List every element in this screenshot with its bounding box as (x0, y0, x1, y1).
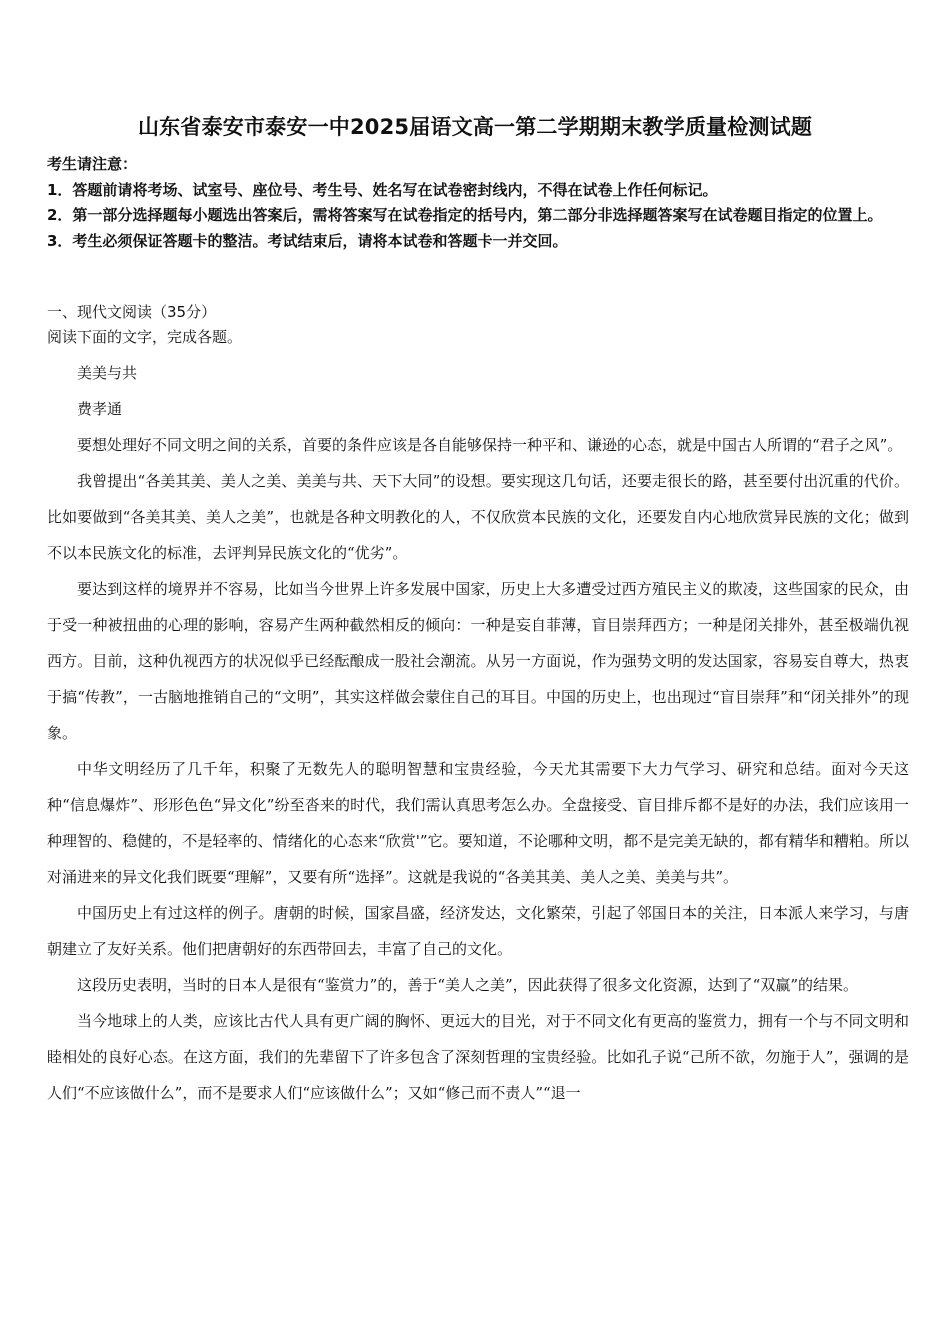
notice-item-3: 3．考生必须保证答题卡的整洁。考试结束后，请将本试卷和答题卡一并交回。 (47, 231, 568, 250)
section-heading: 一、现代文阅读（35分） (47, 303, 217, 321)
article-paragraph: 这段历史表明，当时的日本人是很有“鉴赏力”的，善于“美人之美”，因此获得了很多文化资源，达到了“双赢”的结果。 (77, 976, 859, 994)
page-title: 山东省泰安市泰安一中2025届语文高一第二学期期末教学质量检测试题 (137, 115, 813, 139)
article-paragraph: 当今地球上的人类，应该比古代人具有更广阔的胸怀、更远大的目光，对于不同文化有更高的鉴赏力，拥有一个与不同文明和睦相处的良好心态。在这方面，我们的先辈留下了许多包含了深刻哲理的宝贵经验。比如孔子说“己所不欲，勿施于人”，强调的是人们“不应该做什么”，而不是要求人们“应该做什么”；又如“修己而不责人”“退一 (47, 1012, 909, 1102)
section-instruction: 阅读下面的文字，完成各题。 (47, 328, 243, 346)
exam-notice (47, 152, 903, 254)
article-title: 美美与共 (77, 364, 138, 382)
article-paragraph: 中国历史上有过这样的例子。唐朝的时候，国家昌盛，经济发达，文化繁荣，引起了邻国日本的关注，日本派人来学习，与唐朝建立了友好关系。他们把唐朝好的东西带回去，丰富了自己的文化。 (47, 904, 909, 958)
notice-item-1: 1．答题前请将考场、试室号、座位号、考生号、姓名写在试卷密封线内，不得在试卷上作任何标记。 (47, 180, 718, 199)
article-paragraph: 要想处理好不同文明之间的关系，首要的条件应该是各自能够保持一种平和、谦逊的心态，就是中国古人所谓的“君子之风”。 (77, 436, 903, 454)
article-paragraph: 要达到这样的境界并不容易，比如当今世界上许多发展中国家，历史上大多遭受过西方殖民主义的欺凌，这些国家的民众，由于受一种被扭曲的心理的影响，容易产生两种截然相反的倾向：一种是妄自菲薄，盲目崇拜西方；一种是闭关排外，甚至极端仇视西方。目前，这种仇视西方的状况似乎已经酝酿成一股社会潮流。从另一方面说，作为强势文明的发达国家，容易妄自尊大，热衷于搞“传教”，一古脑地推销自己的“文明”，其实这样做会蒙住自己的耳目。中国的历史上，也出现过“盲目崇拜”和“闭关排外”的现象。 (47, 580, 909, 742)
article-paragraph: 中华文明经历了几千年，积聚了无数先人的聪明智慧和宝贵经验，今天尤其需要下大力气学习、研究和总结。面对今天这种“信息爆炸”、形形色色“异文化”纷至沓来的时代，我们需认真思考怎么办。全盘接受、盲目排斥都不是好的办法，我们应该用一种理智的、稳健的，不是轻率的、情绪化的心态来“欣赏'”它。要知道，不论哪种文明，都不是完美无缺的，都有精华和糟粕。所以对涌进来的异文化我们既要“理解”，又要有所“选择”。这就是我说的“各美其美、美人之美、美美与共”。 (47, 760, 909, 886)
reading-passage (47, 355, 909, 1111)
notice-item-2: 2．第一部分选择题每小题选出答案后，需将答案写在试卷指定的括号内，第二部分非选择题答案写在试卷题目指定的位置上。 (47, 206, 883, 224)
article-author: 费孝通 (77, 400, 123, 418)
notice-heading: 考生请注意： (47, 155, 138, 173)
section-header (47, 300, 903, 350)
article-paragraph: 我曾提出“各美其美、美人之美、美美与共、天下大同”的设想。要实现这几句话，还要走很长的路，甚至要付出沉重的代价。比如要做到“各美其美、美人之美”，也就是各种文明教化的人，不仅欣赏本民族的文化，还要发自内心地欣赏异民族的文化；做到不以本民族文化的标准，去评判异民族文化的“优劣”。 (47, 472, 909, 562)
